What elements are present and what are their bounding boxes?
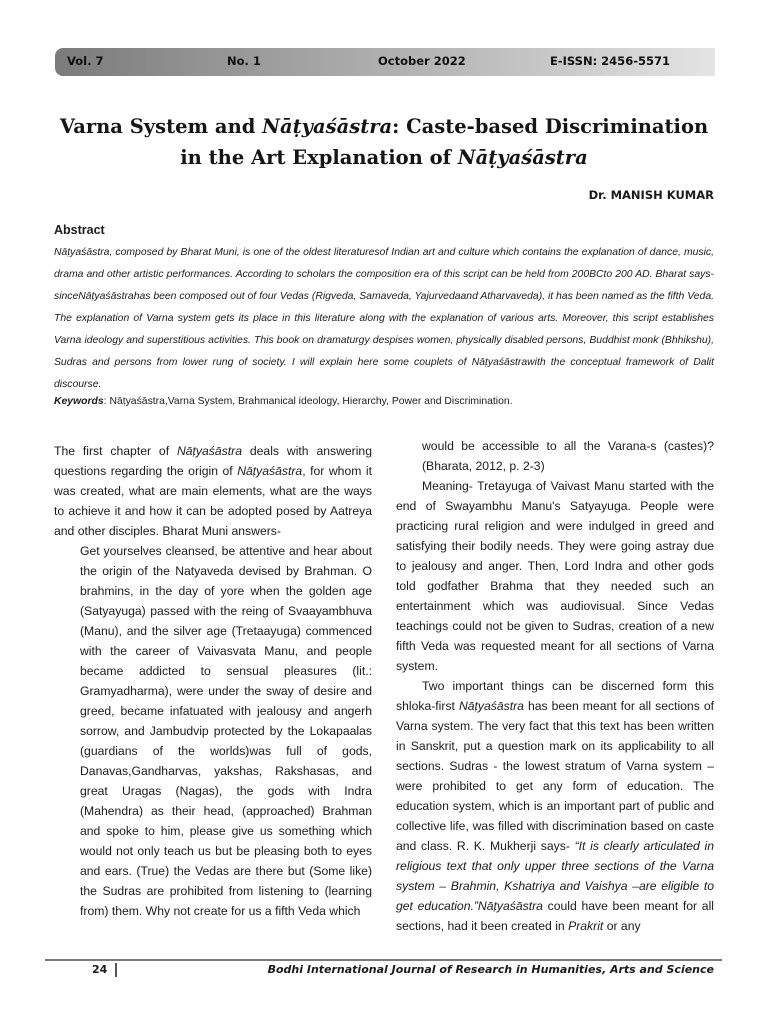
header-date: October 2022: [378, 54, 466, 68]
keywords-text: : Nāṭyaśāstra,Varna System, Brahmanical ideology, Hierarchy, Power and Discrimination.: [103, 396, 513, 407]
header-volume: Vol. 7: [67, 54, 104, 68]
title-text: in the Art Explanation of: [180, 146, 458, 169]
header-number: No. 1: [227, 54, 261, 68]
author-name: Dr. MANISH KUMAR: [588, 188, 714, 202]
page-number: 24: [92, 963, 108, 976]
body-paragraph: Two important things can be discerned form this shloka-first Nāṭyaśāstra has been meant for all sections of Varna system. The very fact that this text has been written in Sanskrit, put a question mark on its applicability to all sections. Sudras - the lowest stratum of Varna system – were prohibited to get any form of education. The education system, which is an important part of public and collective life, was filled with discrimination based on caste and class. R. K. Mukherji says- “It is clearly articulated in religious text that only upper three sections of the Varna system – Brahmin, Kshatriya and Vaishya –are eligible to get education.”Nāṭyaśāstra could have been meant for all sections, had it been created in Prakrit or any: [396, 679, 714, 933]
title-text: : Caste-based Discrimination: [392, 115, 709, 138]
title-term: Nāṭyaśāstra: [457, 146, 588, 169]
body-paragraph: The first chapter of Nāṭyaśāstra deals with answering questions regarding the origin of Nāṭyaśāstra, for whom it was created, what are main elements, what are the ways to achieve it and how it can be adopted posed by Aatreya and other disciples. Bharat Muni answers-: [54, 444, 372, 538]
block-quote-continued: would be accessible to all the Varana-s (castes)? (Bharata, 2012, p. 2-3): [422, 439, 714, 473]
page-number-divider: [115, 963, 117, 977]
right-column: [396, 436, 714, 936]
abstract-heading: Abstract: [54, 223, 105, 237]
body-paragraph: Meaning- Tretayuga of Vaivast Manu started with the end of Swayambhu Manu's Satyayuga. People were practicing rural religion and were indulged in greed and satisfying their bodily needs. They were going astray due to jealousy and anger. Then, Lord Indra and other gods told godfather Brahma that they needed such an entertainment which was audiovisual. Since Vedas teachings could not be given to Sudras, creation of a new fifth Veda was requested meant for all sections of Varna system.: [396, 479, 714, 673]
keywords: [54, 396, 714, 407]
left-column: [54, 441, 372, 921]
title-text: Varna System and: [59, 115, 263, 138]
block-quote: Get yourselves cleansed, be attentive and hear about the origin of the Natyaveda devised by Brahman. O brahmins, in the day of yore when the golden age (Satyayuga) passed with the reing of Svaayambhuva (Manu), and the silver age (Tretaayuga) commenced with the career of Vaivasvata Manu, and people became addicted to sensual pleasures (lit.: Gramyadharma), were under the sway of desire and greed, became infatuated with jealousy and angerh sorrow, and Jambudvip protected by the Lokapaalas (guardians of the worlds)was full of gods, Danavas,Gandharvas, yakshas, Rakshasas, and great Uragas (Nagas), the gods with Indra (Mahendra) as their head, (approached) Brahman and spoke to him, please give us something which would not only teach us but be pleasing both to eyes and ears. (True) the Vedas are there but (Some like) the Sudras are prohibited from listening to (learning from) them. Why not create for us a fifth Veda which: [80, 544, 372, 918]
paper-title: [40, 111, 728, 173]
abstract-text: Nāṭyaśāstra, composed by Bharat Muni, is one of the oldest literaturesof Indian art and culture which contains the explanation of dance, music, drama and other artistic performances. According to scholars the composition era of this script can be held from 200BCto 200 AD. Bharat says- sinceNāṭyaśāstrahas been composed out of four Vedas (Rigveda, Samaveda, Yajurvedaand Atharvaveda), it has been named as the fifth Veda. The explanation of Varna system gets its place in this literature along with the explanation of various arts. Moreover, this script establishes Varna ideology and superstitious activities. This book on dramaturgy despises women, physically disabled persons, Buddhist monk (Bhhikshu), Sudras and persons from lower rung of society. I will explain here some couplets of Nāṭyaśāstrawith the conceptual framework of Dalit discourse.: [54, 247, 714, 390]
journal-header-bar: [55, 48, 715, 76]
title-term: Nāṭyaśāstra: [262, 115, 393, 138]
footer-rule: [45, 959, 722, 961]
journal-name: Bodhi International Journal of Research in Humanities, Arts and Science: [267, 963, 714, 976]
keywords-label: Keywords: [54, 396, 104, 407]
header-issn: E-ISSN: 2456-5571: [550, 54, 670, 68]
